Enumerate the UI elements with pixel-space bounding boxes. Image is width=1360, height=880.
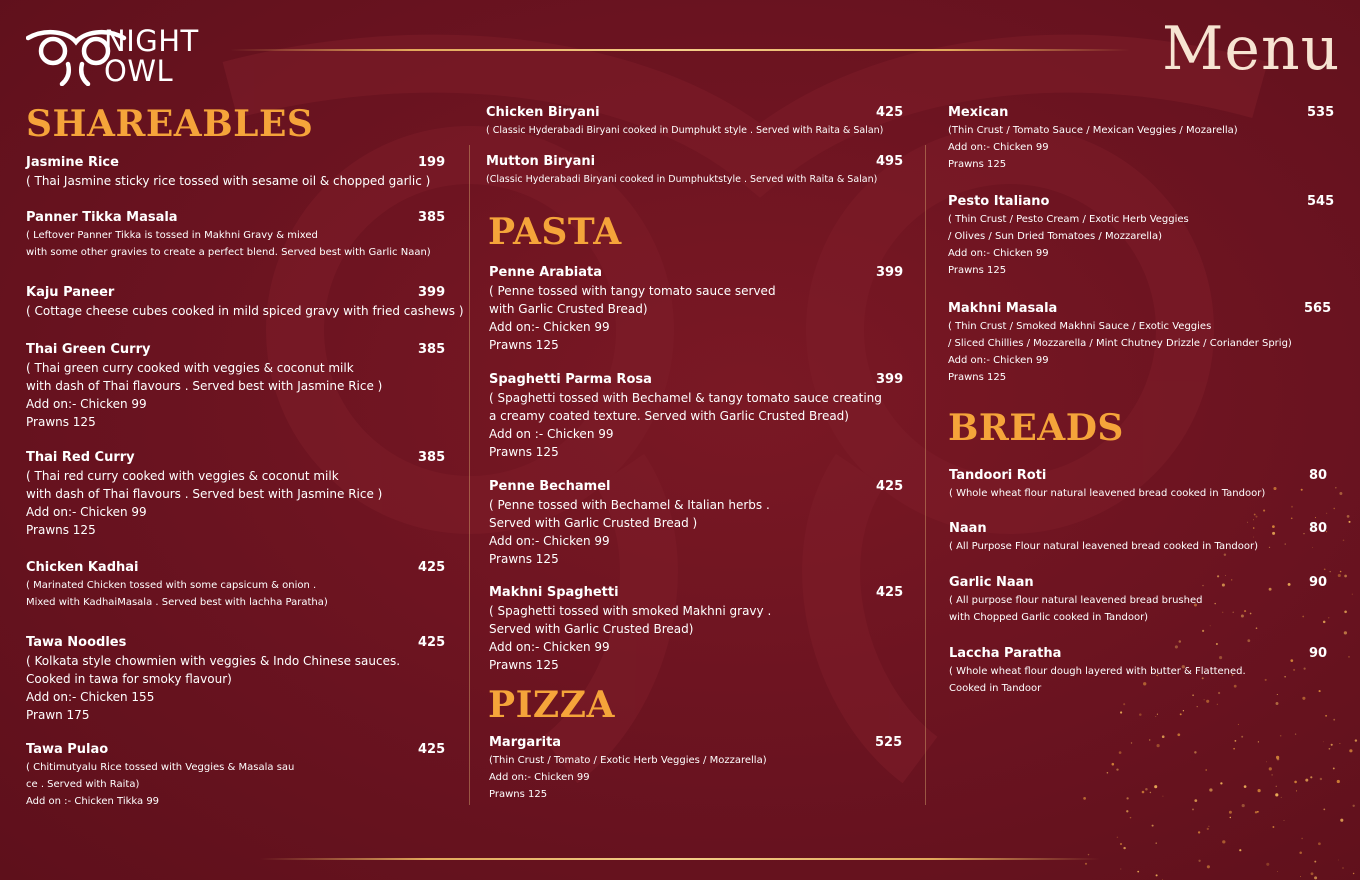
top-gold-rule bbox=[230, 49, 1130, 51]
item-price: 385 bbox=[418, 450, 446, 465]
item-description: ( Penne tossed with Bechamel & Italian herbs . bbox=[489, 498, 770, 512]
menu-item bbox=[949, 520, 1335, 555]
item-price: 425 bbox=[418, 560, 446, 575]
item-name: Tawa Pulao bbox=[26, 742, 109, 757]
brand-name-line1: NIGHT bbox=[104, 24, 199, 58]
item-description: ( Kolkata style chowmien with veggies & Indo Chinese sauces. bbox=[26, 654, 401, 668]
item-description: ( Thai Jasmine sticky rice tossed with sesame oil & chopped garlic ) bbox=[26, 174, 431, 188]
item-price: 385 bbox=[418, 210, 446, 225]
menu-item bbox=[489, 734, 903, 803]
item-description: ( Thin Crust / Smoked Makhni Sauce / Exotic Veggies bbox=[948, 321, 1212, 332]
item-description: ( Cottage cheese cubes cooked in mild spiced gravy with fried cashews ) bbox=[26, 304, 464, 318]
item-price: 425 bbox=[876, 479, 904, 494]
item-addon: Add on :- Chicken Tikka 99 bbox=[26, 796, 160, 807]
item-addon: Prawns 125 bbox=[948, 159, 1007, 170]
item-price: 80 bbox=[1309, 468, 1328, 483]
item-description: ( Chitimutyalu Rice tossed with Veggies & Masala sau bbox=[26, 762, 295, 773]
item-description: ( Whole wheat flour dough layered with butter & Flattened. bbox=[949, 666, 1246, 677]
item-addon: Prawns 125 bbox=[489, 445, 559, 459]
item-addon: Add on:- Chicken 99 bbox=[948, 248, 1049, 259]
item-addon: Add on:- Chicken 99 bbox=[489, 772, 590, 783]
item-description: ( Thai red curry cooked with veggies & coconut milk bbox=[26, 469, 339, 483]
item-name: Penne Arabiata bbox=[489, 265, 602, 280]
item-description: Mixed with KadhaiMasala . Served best with lachha Paratha) bbox=[26, 597, 328, 608]
item-addon: Add on:- Chicken 155 bbox=[26, 690, 155, 704]
menu-item bbox=[26, 741, 444, 810]
menu-item bbox=[26, 284, 464, 320]
item-addon: Prawns 125 bbox=[948, 265, 1007, 276]
menu-item bbox=[948, 193, 1334, 279]
item-price: 565 bbox=[1304, 301, 1332, 316]
item-price: 399 bbox=[876, 265, 904, 280]
item-price: 425 bbox=[876, 105, 904, 120]
item-description: ( Penne tossed with tangy tomato sauce served bbox=[489, 284, 776, 298]
item-name: Makhni Spaghetti bbox=[489, 585, 619, 600]
menu-item bbox=[949, 467, 1335, 502]
item-price: 80 bbox=[1309, 521, 1328, 536]
menu-item bbox=[489, 478, 903, 568]
item-price: 545 bbox=[1307, 194, 1335, 209]
item-name: Thai Green Curry bbox=[26, 342, 151, 357]
menu-title: Menu bbox=[1162, 14, 1341, 84]
item-description: with dash of Thai flavours . Served best with Jasmine Rice ) bbox=[26, 487, 383, 501]
menu-item bbox=[26, 209, 444, 261]
item-name: Tandoori Roti bbox=[949, 468, 1047, 483]
menu-item bbox=[489, 584, 903, 674]
section-heading-shareables: SHAREABLES bbox=[26, 103, 314, 145]
section-heading-pasta: PASTA bbox=[488, 211, 622, 253]
item-addon: Add on :- Chicken 99 bbox=[489, 427, 614, 441]
menu-item bbox=[949, 574, 1335, 626]
item-price: 495 bbox=[876, 154, 904, 169]
item-price: 90 bbox=[1309, 646, 1328, 661]
item-description: / Olives / Sun Dried Tomatoes / Mozzarella) bbox=[948, 231, 1162, 242]
menu-item bbox=[489, 264, 903, 354]
item-description: ( Spaghetti tossed with smoked Makhni gravy . bbox=[489, 604, 772, 618]
item-name: Laccha Paratha bbox=[949, 646, 1062, 661]
item-description: ( Whole wheat flour natural leavened bread cooked in Tandoor) bbox=[949, 488, 1266, 499]
menu-item bbox=[486, 153, 904, 188]
item-description: ( Spaghetti tossed with Bechamel & tangy tomato sauce creating bbox=[489, 391, 882, 405]
item-addon: Prawns 125 bbox=[489, 338, 559, 352]
item-description: with dash of Thai flavours . Served best with Jasmine Rice ) bbox=[26, 379, 383, 393]
bottom-gold-rule bbox=[260, 858, 1100, 860]
item-addon: Prawns 125 bbox=[489, 552, 559, 566]
item-description: (Thin Crust / Tomato / Exotic Herb Veggies / Mozzarella) bbox=[489, 755, 767, 766]
item-description: Cooked in tawa for smoky flavour) bbox=[26, 672, 232, 686]
item-price: 90 bbox=[1309, 575, 1328, 590]
item-addon: Prawns 125 bbox=[489, 658, 559, 672]
item-name: Kaju Paneer bbox=[26, 285, 115, 300]
item-addon: Prawn 175 bbox=[26, 708, 90, 722]
item-description: ( Thai green curry cooked with veggies & coconut milk bbox=[26, 361, 354, 375]
item-price: 425 bbox=[418, 635, 446, 650]
item-price: 535 bbox=[1307, 105, 1335, 120]
item-description: with Chopped Garlic cooked in Tandoor) bbox=[949, 612, 1149, 623]
item-price: 525 bbox=[875, 735, 903, 750]
item-addon: Prawns 125 bbox=[489, 789, 548, 800]
item-addon: Add on:- Chicken 99 bbox=[489, 534, 610, 548]
item-name: Mexican bbox=[948, 105, 1009, 120]
item-name: Tawa Noodles bbox=[26, 635, 127, 650]
item-description: (Classic Hyderabadi Biryani cooked in Dumphuktstyle . Served with Raita & Salan) bbox=[486, 174, 878, 185]
item-name: Chicken Kadhai bbox=[26, 560, 139, 575]
menu-item bbox=[26, 449, 444, 539]
menu-item bbox=[489, 371, 903, 461]
item-description: Served with Garlic Crusted Bread) bbox=[489, 622, 694, 636]
item-addon: Add on:- Chicken 99 bbox=[489, 320, 610, 334]
item-description: a creamy coated texture. Served with Garlic Crusted Bread) bbox=[489, 409, 849, 423]
section-heading-breads: BREADS bbox=[948, 407, 1124, 449]
item-description: ( Thin Crust / Pesto Cream / Exotic Herb Veggies bbox=[948, 214, 1189, 225]
item-name: Thai Red Curry bbox=[26, 450, 135, 465]
brand-name-line2: OWL bbox=[104, 54, 174, 88]
menu-item bbox=[949, 645, 1335, 697]
item-name: Jasmine Rice bbox=[26, 155, 119, 170]
item-addon: Prawns 125 bbox=[26, 415, 96, 429]
item-price: 399 bbox=[418, 285, 446, 300]
menu-item bbox=[26, 634, 444, 724]
item-name: Margarita bbox=[489, 735, 562, 750]
item-description: / Sliced Chillies / Mozzarella / Mint Chutney Drizzle / Coriander Sprig) bbox=[948, 338, 1292, 349]
item-description: with Garlic Crusted Bread) bbox=[489, 302, 648, 316]
item-addon: Add on:- Chicken 99 bbox=[948, 355, 1049, 366]
item-addon: Add on:- Chicken 99 bbox=[489, 640, 610, 654]
menu-item bbox=[948, 104, 1334, 173]
item-addon: Add on:- Chicken 99 bbox=[26, 397, 147, 411]
item-description: with some other gravies to create a perfect blend. Served best with Garlic Naan) bbox=[26, 247, 431, 258]
column-divider bbox=[925, 145, 926, 805]
menu-item bbox=[486, 104, 904, 139]
item-description: ( Leftover Panner Tikka is tossed in Makhni Gravy & mixed bbox=[26, 230, 318, 241]
item-addon: Prawns 125 bbox=[948, 372, 1007, 383]
item-name: Penne Bechamel bbox=[489, 479, 611, 494]
item-name: Garlic Naan bbox=[949, 575, 1034, 590]
column-divider bbox=[469, 145, 470, 805]
menu-item bbox=[26, 154, 444, 190]
item-addon: Prawns 125 bbox=[26, 523, 96, 537]
menu-item bbox=[26, 559, 444, 611]
item-name: Spaghetti Parma Rosa bbox=[489, 372, 652, 387]
item-name: Pesto Italiano bbox=[948, 194, 1050, 209]
item-name: Mutton Biryani bbox=[486, 154, 596, 169]
item-description: ( Marinated Chicken tossed with some capsicum & onion . bbox=[26, 580, 317, 591]
item-description: (Thin Crust / Tomato Sauce / Mexican Veggies / Mozarella) bbox=[948, 125, 1238, 136]
item-name: Makhni Masala bbox=[948, 301, 1058, 316]
item-price: 425 bbox=[418, 742, 446, 757]
section-heading-pizza: PIZZA bbox=[488, 684, 615, 726]
item-addon: Add on:- Chicken 99 bbox=[948, 142, 1049, 153]
item-description: ( Classic Hyderabadi Biryani cooked in Dumphukt style . Served with Raita & Salan) bbox=[486, 125, 884, 136]
item-price: 385 bbox=[418, 342, 446, 357]
item-description: ( All purpose flour natural leavened bread brushed bbox=[949, 595, 1203, 606]
item-description: ce . Served with Raita) bbox=[26, 779, 140, 790]
item-price: 399 bbox=[876, 372, 904, 387]
menu-item bbox=[26, 341, 444, 431]
item-name: Naan bbox=[949, 521, 987, 536]
item-name: Chicken Biryani bbox=[486, 105, 600, 120]
item-price: 425 bbox=[876, 585, 904, 600]
item-addon: Add on:- Chicken 99 bbox=[26, 505, 147, 519]
item-price: 199 bbox=[418, 155, 446, 170]
item-name: Panner Tikka Masala bbox=[26, 210, 178, 225]
item-description: Cooked in Tandoor bbox=[949, 683, 1042, 694]
item-description: Served with Garlic Crusted Bread ) bbox=[489, 516, 698, 530]
item-description: ( All Purpose Flour natural leavened bread cooked in Tandoor) bbox=[949, 541, 1259, 552]
menu-item bbox=[948, 300, 1334, 386]
